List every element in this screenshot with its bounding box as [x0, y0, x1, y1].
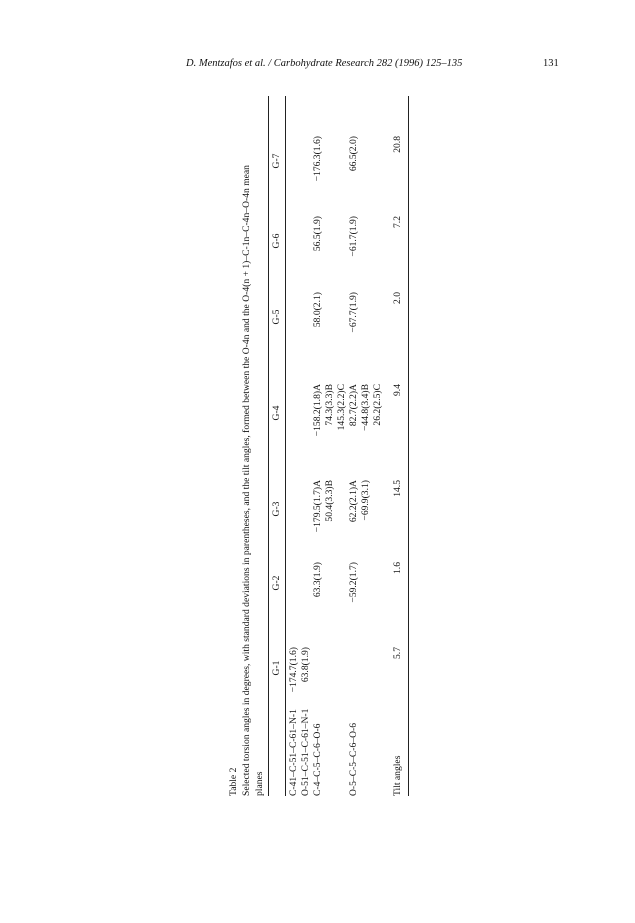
- table-cell: −179.5(1.7)A: [312, 480, 323, 533]
- table-cell: 82.7(2.2)A: [348, 384, 359, 427]
- table-caption-line-1: Selected torsion angles in degrees, with standard deviations in parentheses, and the tilt angles, formed between the O-4n and the O-4(n + 1)–C-1n–C-4n–O-4n mean: [241, 165, 252, 796]
- col-header-g6: G-6: [271, 233, 282, 249]
- col-header-g3: G-3: [271, 501, 282, 517]
- table-cell: 56.5(1.9): [312, 216, 323, 252]
- row-label: C-4–C-5–C-6–O-6: [312, 723, 323, 796]
- col-header-g7: G-7: [271, 153, 282, 169]
- table-cell: −69.9(3.1): [360, 480, 371, 521]
- table-cell: 63.3(1.9): [312, 562, 323, 598]
- row-label: C-41–C-51–C-61–N-1: [288, 709, 299, 796]
- tilt-value: 1.6: [392, 562, 403, 574]
- table-cell: 63.8(1.9): [300, 647, 311, 683]
- table-cell: −174.7(1.6): [288, 647, 299, 693]
- table-cell: 58.0(2.1): [312, 292, 323, 328]
- table-cell: −176.3(1.6): [312, 136, 323, 182]
- table-cell: −59.2(1.7): [348, 562, 359, 603]
- page-number: 131: [543, 58, 559, 69]
- table-cell: −158.2(1.8)A: [312, 384, 323, 437]
- tilt-value: 5.7: [392, 647, 403, 659]
- table-cell: −44.8(3.4)B: [360, 384, 371, 431]
- col-header-g5: G-5: [271, 309, 282, 325]
- table-cell: 66.5(2.0): [348, 136, 359, 172]
- table-caption-line-2: planes: [254, 771, 265, 796]
- table-cell: 62.2(2.1)A: [348, 480, 359, 523]
- table-cell: 145.3(2.2)C: [336, 384, 347, 431]
- bottom-rule: [408, 96, 409, 796]
- table-cell: 50.4(3.3)B: [324, 480, 335, 522]
- col-header-g2: G-2: [271, 575, 282, 591]
- table-cell: 74.3(3.3)B: [324, 384, 335, 426]
- tilt-value: 20.8: [392, 136, 403, 153]
- table-2: [226, 96, 417, 796]
- table-cell: 26.2(2.5)C: [372, 384, 383, 426]
- row-label: O-51–C-51–C-61–N-1: [300, 708, 311, 796]
- rotated-table-region: [226, 96, 417, 796]
- row-label: O-5–C-5–C-6–O-6: [348, 722, 359, 796]
- tilt-value: 9.4: [392, 384, 403, 396]
- tilt-value: 14.5: [392, 480, 403, 497]
- tilt-value: 7.2: [392, 216, 403, 228]
- table-label: Table 2: [228, 767, 239, 796]
- running-head: D. Mentzafos et al. / Carbohydrate Research 282 (1996) 125–135: [186, 58, 463, 69]
- header-rule: [285, 96, 286, 796]
- col-header-g4: G-4: [271, 405, 282, 421]
- table-cell: −61.7(1.9): [348, 216, 359, 257]
- table-cell: −67.7(1.9): [348, 292, 359, 333]
- top-rule: [268, 96, 269, 796]
- tilt-value: 2.0: [392, 292, 403, 304]
- col-header-g1: G-1: [271, 660, 282, 676]
- tilt-angles-label: Tilt angles: [392, 755, 403, 796]
- running-header: [0, 58, 635, 78]
